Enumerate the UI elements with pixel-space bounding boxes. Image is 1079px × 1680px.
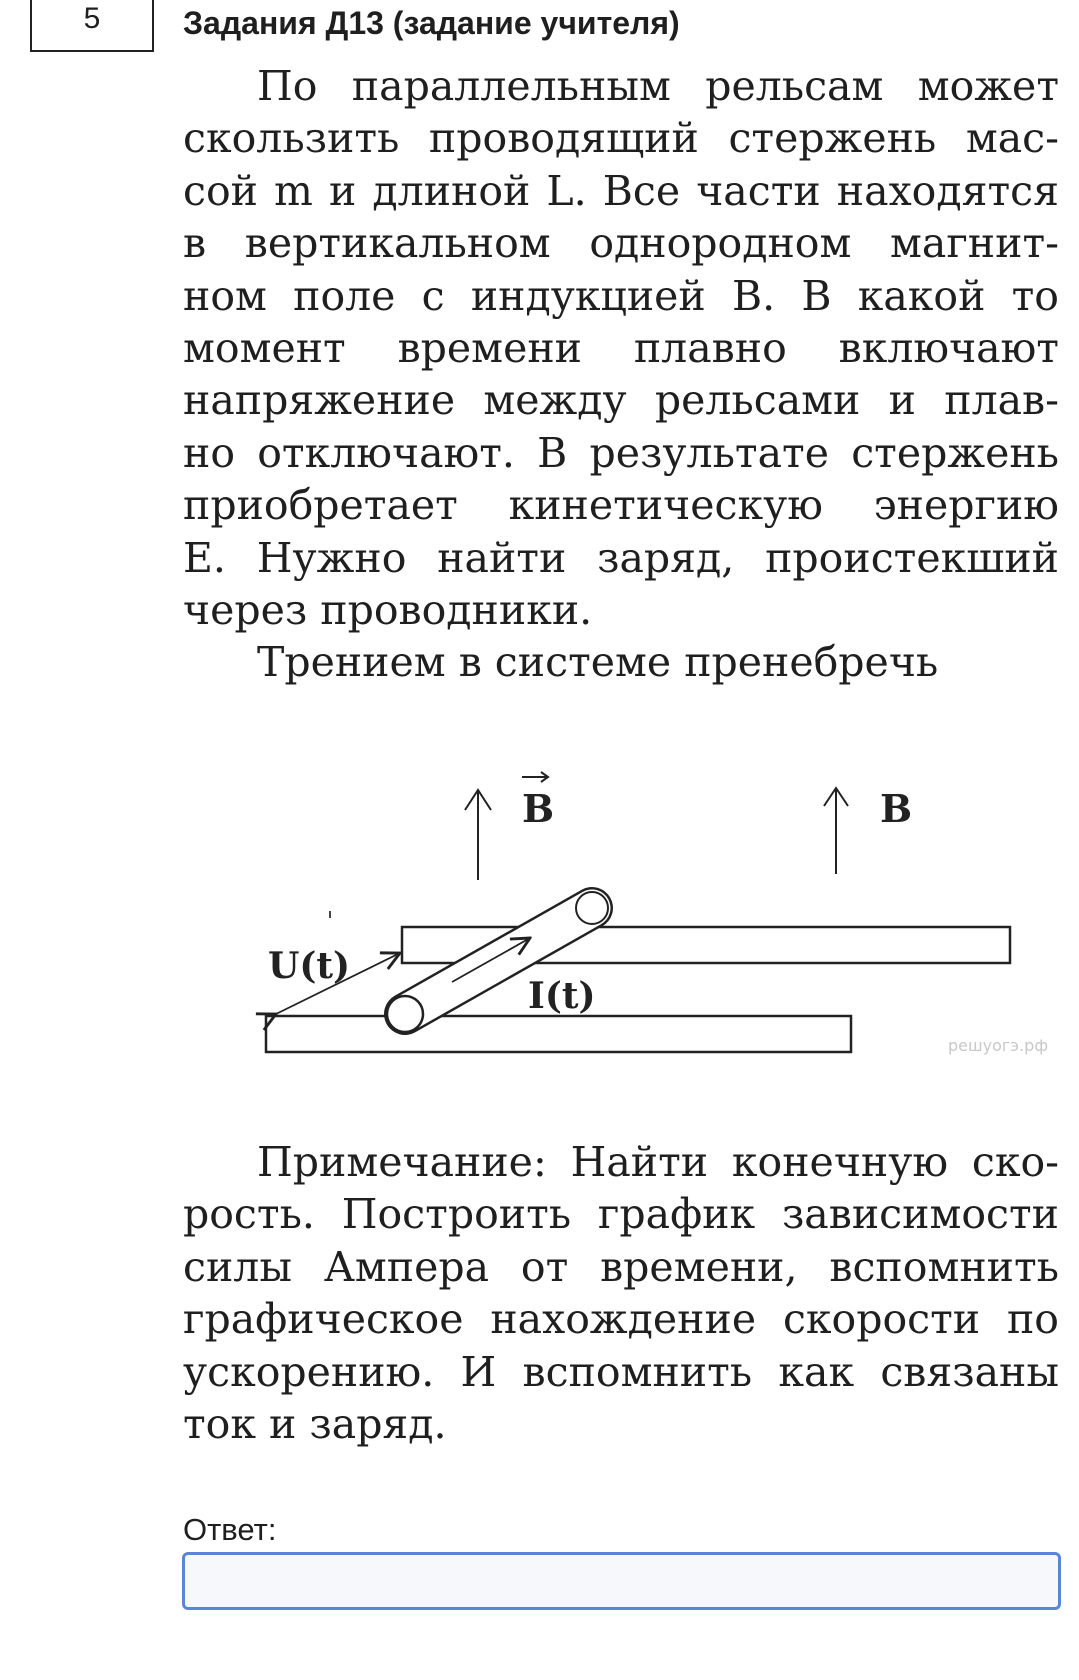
- voltage-label: U(t): [268, 945, 351, 987]
- problem-line: через проводники.: [183, 586, 593, 635]
- note-line: графическое нахождение скорости по: [183, 1295, 1059, 1344]
- problem-line: По параллельным рельсам может: [257, 62, 1059, 110]
- b-label: B: [880, 786, 913, 831]
- lower-rail: [266, 1016, 851, 1052]
- problem-line: приобретает кинетическую энергию: [183, 481, 1059, 530]
- watermark: решуогэ.рф: [948, 1036, 1049, 1055]
- task-number: 5: [30, 0, 154, 52]
- note-line: ток и заряд.: [183, 1400, 447, 1449]
- problem-line: в вертикальном однородном магнит-: [183, 219, 1059, 268]
- current-label: I(t): [528, 975, 596, 1017]
- vector-bar-icon: [522, 772, 548, 782]
- answer-input[interactable]: [182, 1552, 1061, 1610]
- note-line: рость. Построить график зависимости: [183, 1190, 1059, 1239]
- problem-line: сой m и длиной L. Все части находятся: [183, 166, 1059, 215]
- friction-note: Трением в системе пренебречь: [257, 638, 939, 686]
- problem-text: [183, 60, 1059, 636]
- problem-line: момент времени плавно включают: [183, 324, 1059, 373]
- note-line: ускорению. И вспомнить как связаны: [183, 1347, 1059, 1396]
- problem-line: скользить проводящий стержень мас-: [183, 114, 1059, 163]
- problem-line: напряжение между рельсами и плав-: [183, 376, 1059, 425]
- task-title: Задания Д13 (задание учителя): [183, 5, 680, 41]
- note-line: Примечание: Найти конечную ско-: [257, 1138, 1059, 1186]
- b-field-arrow-right: [824, 788, 848, 874]
- b-field-arrow-left: [465, 790, 491, 880]
- note-line: силы Ампера от времени, вспомнить: [183, 1242, 1059, 1291]
- b-vector-label: B: [522, 786, 555, 831]
- answer-label: Ответ:: [183, 1512, 277, 1547]
- problem-line: но отключают. В результате стержень: [183, 428, 1059, 477]
- problem-line: ном поле с индукцией B. В какой то: [183, 271, 1059, 320]
- problem-line: E. Нужно найти заряд, проистекший: [183, 533, 1059, 582]
- rails-rod-diagram: [0, 760, 1079, 1100]
- note-text: [183, 1136, 1059, 1450]
